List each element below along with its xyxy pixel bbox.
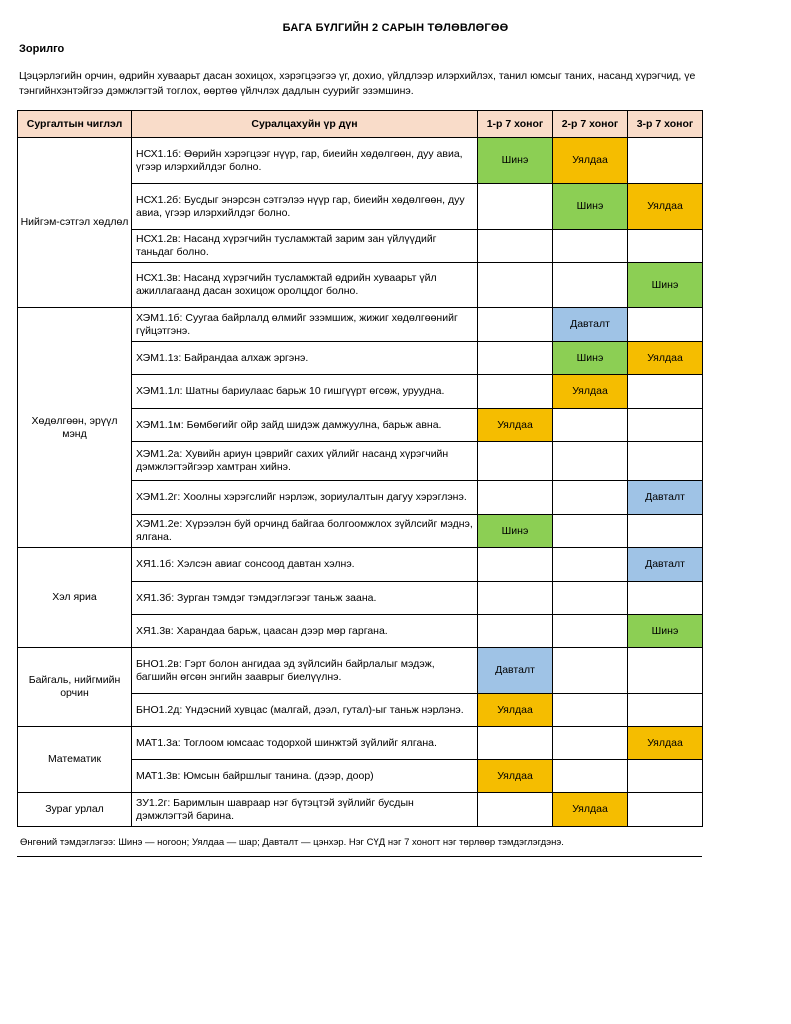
- outcome-cell: НСХ1.2в: Насанд хүрэгчийн тусламжтай зарим зан үйлүүдийг таньдаг болно.: [132, 230, 478, 263]
- outcome-cell: ЗУ1.2г: Баримлын шавраар нэг бүтэцтэй зүйлийг бусдын дэмжлэгтэй барина.: [132, 793, 478, 827]
- week-1-cell: [478, 342, 553, 375]
- week-2-cell: [553, 727, 628, 760]
- week-1-cell: Давталт: [478, 648, 553, 694]
- outcome-cell: ХЭМ1.1м: Бөмбөгийг ойр зайд шидэж дамжуулна, барьж авна.: [132, 409, 478, 442]
- week-3-cell: Уялдаа: [628, 184, 703, 230]
- week-3-cell: [628, 442, 703, 481]
- week-2-cell: [553, 582, 628, 615]
- week-3-cell: [628, 793, 703, 827]
- week-1-cell: Уялдаа: [478, 694, 553, 727]
- outcome-cell: ХЭМ1.2е: Хүрээлэн буй орчинд байгаа болгоомжлох зүйлсийг мэднэ, ялгана.: [132, 515, 478, 548]
- direction-cell: Зураг урлал: [18, 793, 132, 827]
- week-3-cell: [628, 308, 703, 342]
- week-2-cell: [553, 615, 628, 648]
- outcome-cell: ХЯ1.3в: Харандаа барьж, цаасан дээр мөр гаргана.: [132, 615, 478, 648]
- week-1-cell: [478, 263, 553, 308]
- plan-table: [17, 110, 703, 827]
- week-3-cell: [628, 648, 703, 694]
- header-week-2: 2-р 7 хоног: [553, 111, 628, 138]
- table-row: [18, 308, 703, 342]
- week-3-cell: [628, 760, 703, 793]
- week-2-cell: Уялдаа: [553, 375, 628, 409]
- week-2-cell: [553, 694, 628, 727]
- week-3-cell: Уялдаа: [628, 727, 703, 760]
- document-title: БАГА БҮЛГИЙН 2 САРЫН ТӨЛӨВЛӨГӨӨ: [282, 22, 509, 34]
- week-2-cell: [553, 230, 628, 263]
- outcome-cell: НСХ1.1б: Өөрийн хэрэгцээг нүүр, гар, биеийн хөдөлгөөн, дуу авиа, үгээр илэрхийлдэг болно.: [132, 138, 478, 184]
- outcome-cell: ХЭМ1.1л: Шатны бариулаас барьж 10 гишгүүрт өгсөж, уруудна.: [132, 375, 478, 409]
- week-1-cell: [478, 308, 553, 342]
- outcome-cell: ХЭМ1.2а: Хувийн ариун цэврийг сахих үйлийг насанд хүрэгчийн дэмжлэгтэйгээр хамтран хийнэ.: [132, 442, 478, 481]
- week-1-cell: [478, 481, 553, 515]
- week-3-cell: Давталт: [628, 481, 703, 515]
- goal-heading: Зорилго: [19, 43, 65, 55]
- table-row: [18, 138, 703, 184]
- week-1-cell: [478, 230, 553, 263]
- outcome-cell: НСХ1.3в: Насанд хүрэгчийн тусламжтай өдрийн хуваарьт үйл ажиллагаанд дасан зохицож оролцдог болно.: [132, 263, 478, 308]
- week-2-cell: [553, 442, 628, 481]
- week-2-cell: [553, 548, 628, 582]
- outcome-cell: ХЯ1.3б: Зурган тэмдэг тэмдэглэгээг таньж заана.: [132, 582, 478, 615]
- table-row: [18, 727, 703, 760]
- direction-cell: Нийгэм-сэтгэл хөдлөл: [18, 138, 132, 308]
- week-1-cell: [478, 793, 553, 827]
- week-3-cell: Давталт: [628, 548, 703, 582]
- outcome-cell: ХЭМ1.1з: Байрандаа алхаж эргэнэ.: [132, 342, 478, 375]
- week-3-cell: [628, 409, 703, 442]
- week-3-cell: [628, 230, 703, 263]
- week-2-cell: [553, 515, 628, 548]
- week-2-cell: Шинэ: [553, 184, 628, 230]
- header-week-3: 3-р 7 хоног: [628, 111, 703, 138]
- table-row: [18, 648, 703, 694]
- outcome-cell: МАТ1.3в: Юмсын байршлыг танина. (дээр, доор): [132, 760, 478, 793]
- header-week-1: 1-р 7 хоног: [478, 111, 553, 138]
- week-3-cell: [628, 694, 703, 727]
- week-3-cell: [628, 138, 703, 184]
- header-outcome: Суралцахуйн үр дүн: [132, 111, 478, 138]
- week-1-cell: Уялдаа: [478, 409, 553, 442]
- week-1-cell: [478, 727, 553, 760]
- outcome-cell: БНО1.2д: Үндэсний хувцас (малгай, дээл, гутал)-ыг таньж нэрлэнэ.: [132, 694, 478, 727]
- week-2-cell: [553, 760, 628, 793]
- header-row: [18, 111, 703, 138]
- outcome-cell: ХЭМ1.2г: Хоолны хэрэгслийг нэрлэж, зориулалтын дагуу хэрэглэнэ.: [132, 481, 478, 515]
- color-legend-note: Өнгөний тэмдэглэгээ: Шинэ — ногоон; Уялдаа — шар; Давталт — цэнхэр. Нэг СҮД нэг 7 хоногт нэг төрлөөр тэмдэглэгдэнэ.: [17, 829, 702, 857]
- week-2-cell: [553, 409, 628, 442]
- plan-body: [18, 138, 703, 827]
- week-3-cell: Уялдаа: [628, 342, 703, 375]
- week-1-cell: [478, 442, 553, 481]
- week-2-cell: Шинэ: [553, 342, 628, 375]
- week-2-cell: Уялдаа: [553, 793, 628, 827]
- outcome-cell: НСХ1.2б: Бусдыг энэрсэн сэтгэлээ нүүр гар, биеийн хөдөлгөөн, дуу авиа, үгээр илэрхийлдэг болно.: [132, 184, 478, 230]
- table-row: [18, 548, 703, 582]
- outcome-cell: БНО1.2в: Гэрт болон ангидаа эд зүйлсийн байрлалыг мэдэж, багшийн өгсөн энгийн зааврыг биелүүлнэ.: [132, 648, 478, 694]
- goal-paragraph: Цэцэрлэгийн орчин, өдрийн хуваарьт дасан зохицох, хэрэгцээгээ үг, дохио, үйлдлээр илэрхийлэх, танил юмсыг таних, насанд хүрэгчид, үе тэнгийнхэнтэйгээ дэмжлэгтэй тоглох, өөртөө үйлчлэх дадлын суурийг эзэмшинэ.: [19, 70, 696, 97]
- week-3-cell: [628, 582, 703, 615]
- week-2-cell: [553, 263, 628, 308]
- outcome-cell: ХЭМ1.1б: Суугаа байрлалд өлмийг эзэмшиж, жижиг хөдөлгөөнийг гүйцэтгэнэ.: [132, 308, 478, 342]
- direction-cell: Математик: [18, 727, 132, 793]
- week-1-cell: Шинэ: [478, 138, 553, 184]
- direction-cell: Байгаль, нийгмийн орчин: [18, 648, 132, 727]
- week-2-cell: [553, 481, 628, 515]
- week-1-cell: [478, 184, 553, 230]
- week-1-cell: Уялдаа: [478, 760, 553, 793]
- week-1-cell: Шинэ: [478, 515, 553, 548]
- week-3-cell: [628, 375, 703, 409]
- direction-cell: Хөдөлгөөн, эрүүл мэнд: [18, 308, 132, 548]
- table-row: [18, 793, 703, 827]
- week-3-cell: Шинэ: [628, 263, 703, 308]
- week-1-cell: [478, 615, 553, 648]
- week-1-cell: [478, 582, 553, 615]
- outcome-cell: МАТ1.3а: Тоглоом юмсаас тодорхой шинжтэй зүйлийг ялгана.: [132, 727, 478, 760]
- week-2-cell: Давталт: [553, 308, 628, 342]
- week-1-cell: [478, 548, 553, 582]
- header-direction: Сургалтын чиглэл: [18, 111, 132, 138]
- outcome-cell: ХЯ1.1б: Хэлсэн авиаг сонсоод давтан хэлнэ.: [132, 548, 478, 582]
- week-3-cell: [628, 515, 703, 548]
- week-2-cell: Уялдаа: [553, 138, 628, 184]
- week-1-cell: [478, 375, 553, 409]
- week-2-cell: [553, 648, 628, 694]
- week-3-cell: Шинэ: [628, 615, 703, 648]
- direction-cell: Хэл яриа: [18, 548, 132, 648]
